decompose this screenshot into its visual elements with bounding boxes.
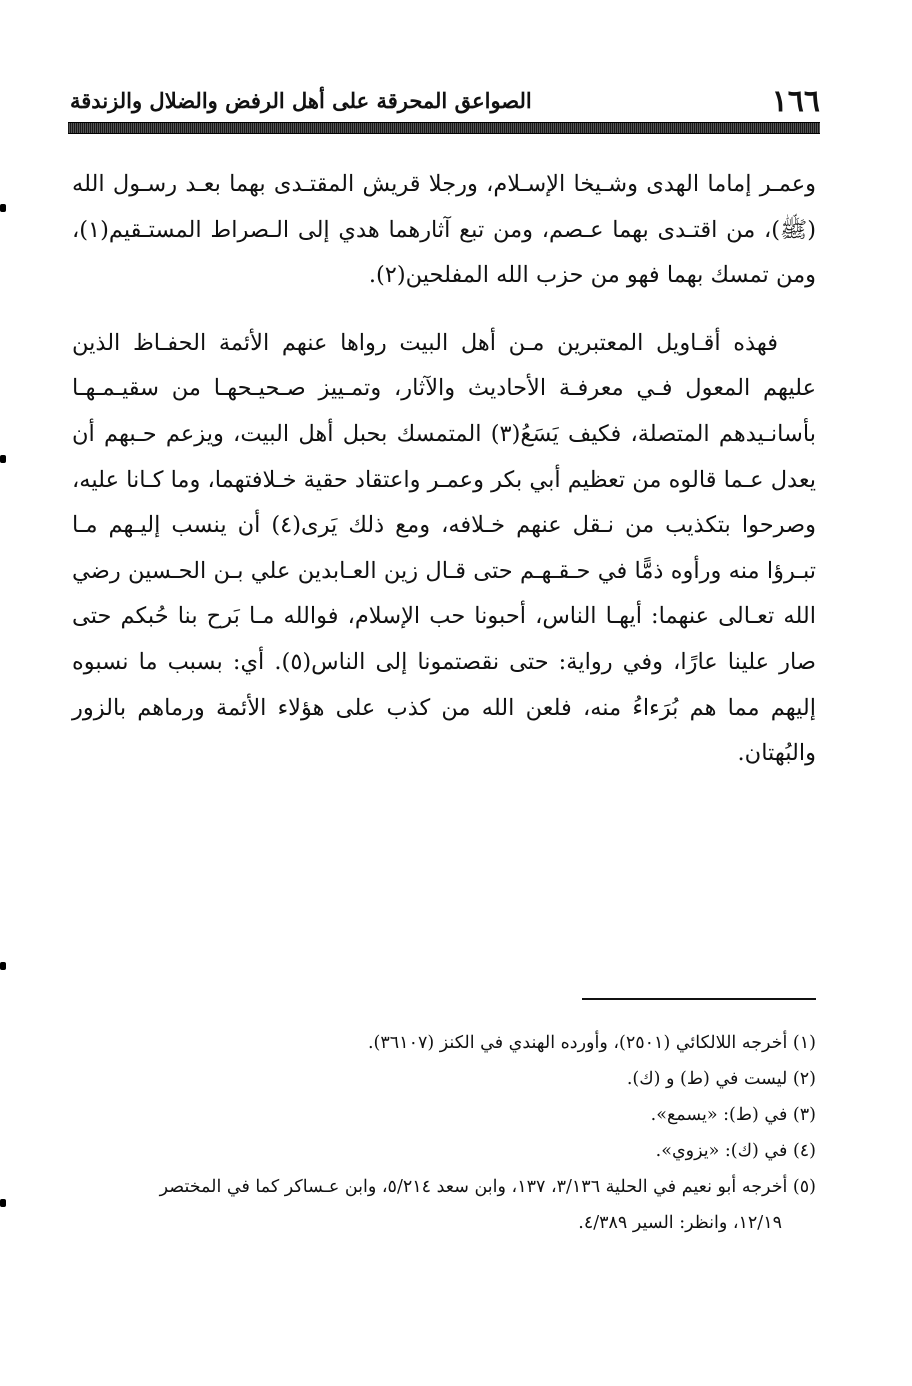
- paragraph-1: وعمـر إماما الهدى وشـيخا الإسـلام، ورجلا قريش المقتـدى بهما بعـد رسـول الله (ﷺ)، من اقتـدى بهما عـصم، ومن تبع آثارهما هدي إلى الـصراط المستـقيم(١)، ومن تمسك بهما فهو من حزب الله المفلحين(٢).: [72, 171, 816, 289]
- scan-margin-mark: [0, 204, 6, 212]
- paragraph-spacer: [72, 299, 816, 321]
- footnote-3: (٣) في (ط): «يسمع».: [650, 1105, 816, 1125]
- footnote-4: (٤) في (ك): «يزوي».: [655, 1141, 816, 1161]
- footnote-2: (٢) ليست في (ط) و (ك).: [626, 1069, 816, 1089]
- footnote-5: (٥) أخرجه أبو نعيم في الحلية ٣/١٣٦، ١٣٧، وابن سعد ٥/٢١٤، وابن عـساكر كما في المختصر: [159, 1177, 816, 1197]
- scan-margin-mark: [0, 962, 6, 970]
- scan-margin-mark: [0, 455, 6, 463]
- running-title: الصواعق المحرقة على أهل الرفض والضلال والزندقة: [70, 88, 532, 113]
- footnote-separator: [582, 998, 816, 1000]
- paragraph-2: فهذه أقـاويل المعتبرين مـن أهل البيت رواها عنهم الأئمة الحفـاظ الذين عليهم المعول فـي معرفـة الأحاديث والآثار، وتمـييز صـحيـحهـا من سقيـمـهـا بأسانـيدهم المتصلة، فكيف يَسَعُ(٣) المتمسك بحبل أهل البيت، ويزعم حـبهم أن يعدل عـما قالوه من تعظيم أبي بكر وعمـر واعتقاد حقية خـلافتهما، وما كـانا عليه، وصرحوا بتكذيب من نـقل عنهم خـلافه، ومع ذلك يَرى(٤) أن ينسب إليـهم مـا تبـرؤا منه ورأوه ذمًّا في حـقـهـم حتى قـال زين العـابدين علي بـن الحـسين رضي الله تعـالى عنهما: أيهـا الناس، أحبونا حب الإسلام، فوالله مـا بَرح بنا حُبكم حتى صار علينا عارًا، وفي رواية: حتى نقصتمونا إلى الناس(٥). أي: بسبب ما نسبوه إليهم مما هم بُرَءاءُ منه، فلعن الله من كذب على هؤلاء الأئمة ورماهم بالزور والبُهتان.: [72, 329, 816, 767]
- footnote-1: (١) أخرجه اللالكائي (٢٥٠١)، وأورده الهندي في الكنز (٣٦١٠٧).: [367, 1033, 816, 1053]
- header-rule: [68, 122, 820, 134]
- scan-margin-mark: [0, 1199, 6, 1207]
- running-header: [70, 84, 820, 120]
- page-number: ١٦٦: [771, 84, 820, 119]
- footnotes: [80, 1025, 816, 1241]
- main-text: [72, 162, 816, 777]
- footnote-5-continuation: ١٢/١٩، وانظر: السير ٤/٣٨٩.: [578, 1213, 782, 1233]
